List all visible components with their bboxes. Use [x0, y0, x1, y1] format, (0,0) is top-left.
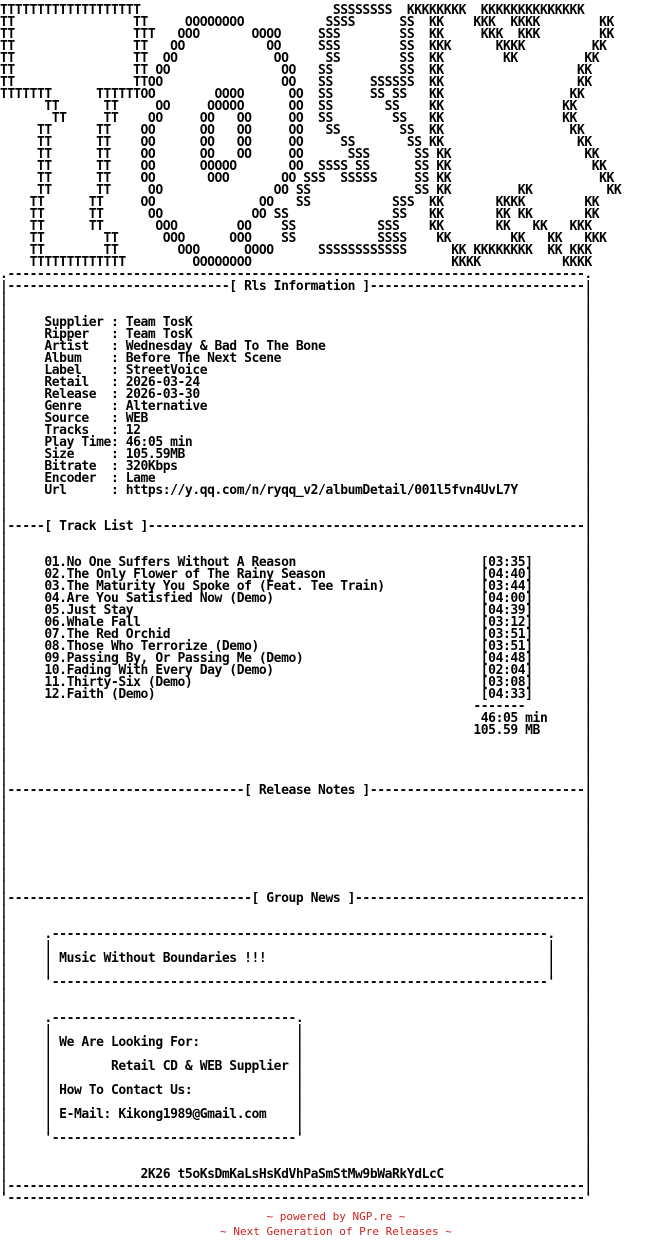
nfo-document: TTTTTTTTTTTTTTTTTTT SSSSSSSS KKKKKKKK KKKKKKKKKKKKKK TT TT OOOOOOOO SSSS SS KK KKK KKKK KK TT TTT OOO OOOO SSS SS KK KKK KKK KK TT TT OO OO SSS SS KKK KKKK KK TT TT OO OO SS SS KK KK KK TT TT OO OO SS SS KK KK TT TTOO OO SS SSSSSS KK KK TTTTTTT TTTTTTOO OOOO OO SS SS SS KK KK TT TT OO OOOOO OO SS SS KK KK TT TT OO OO OO OO SS SS KK KK TT TT OO OO OO OO SS SS KK KK TT TT OO OO OO OO SS SS KK KK TT TT OO OO OO OO SSS SS KK KK TT TT OO OOOOO OO SSSS SS SS KK KK TT TT OO OOO OO SSS SSSSS SS KK KK TT TT OO OO SS SS KK KK KK TT TT OO OO SS SSS KK KKKK KK TT TT OO OO SS SS KK KK KK KK TT TT OOO OO SS SSS KK KK KK KKK TT TT OOO OOO SS SSSS KK KK KK KKK TT TT OOO OOOO SSSSSSSSSSSS KK KKKKKKKK KK KKK TTTTTTTTTTTTT OOOOOOOO KKKK KKKK .------------------------------------------------------------------------------. |------------------------------[ Rls Information ]-----------------------------| | | | | | Supplier : Team TosK | | Ripper : Team TosK | | Artist : Wednesday & Bad To The Bone | | Album : Before The Next Scene | | Label : StreetVoice | | Retail : 2026-03-24 | | Release : 2026-03-30 | | Genre : Alternative | | Source : WEB | | Tracks : 12 | | Play Time: 46:05 min | | Size : 105.59MB | | Bitrate : 320Kbps | | Encoder : Lame | | Url : https://y.qq.com/n/ryqq_v2/albumDetail/001l5fvn4UvL7Y | | | | | |-----[ Track List ]-----------------------------------------------------------| | | | | | 01.No One Suffers Without A Reason [03:35] | | 02.The Only Flower of The Rainy Season [04:40] | | 03.The Maturity You Spoke of (Feat. Tee Train) [03:44] | | 04.Are You Satisfied Now (Demo) [04:00] | | 05.Just Stay [04:39] | | 06.Whale Fall [03:12] | | 07.The Red Orchid [03:51] | | 08.Those Who Terrorize (Demo) [03:51] | | 09.Passing By, Or Passing Me (Demo) [04:48] | | 10.Fading With Every Day (Demo) [02:04] | | 11.Thirty-Six (Demo) [03:08] | | 12.Faith (Demo) [04:33] | | ------- | | 46:05 min | | 105.59 MB | | | | | | | | | |--------------------------------[ Release Notes ]-----------------------------| | | | | | | | | | | | | | | | | |---------------------------------[ Group News ]-------------------------------| | | | | | .-------------------------------------------------------------------. | | | | | | | Music Without Boundaries !!! | | | | | | | '-------------------------------------------------------------------' | | | | | | .---------------------------------. | | | | | | | We Are Looking For: | | | | | | | | Retail CD & WEB Supplier | | | | | | | | How To Contact Us: | | | | | | | | E-Mail: Kikong1989@Gmail.com | | | | | | | '---------------------------------' | | | | | | 2K26 t5oKsDmKaLsHsKdVhPaSmStMw9bWaRkYdLcC | |------------------------------------------------------------------------------| '------------------------------------------------------------------------------' — [0, 3, 622, 1206]
footer-powered-by: ~ powered by NGP.re ~ — [266, 1210, 406, 1223]
nfo-footer — [0, 1209, 672, 1239]
footer-tagline: ~ Next Generation of Pre Releases ~ — [220, 1225, 452, 1238]
